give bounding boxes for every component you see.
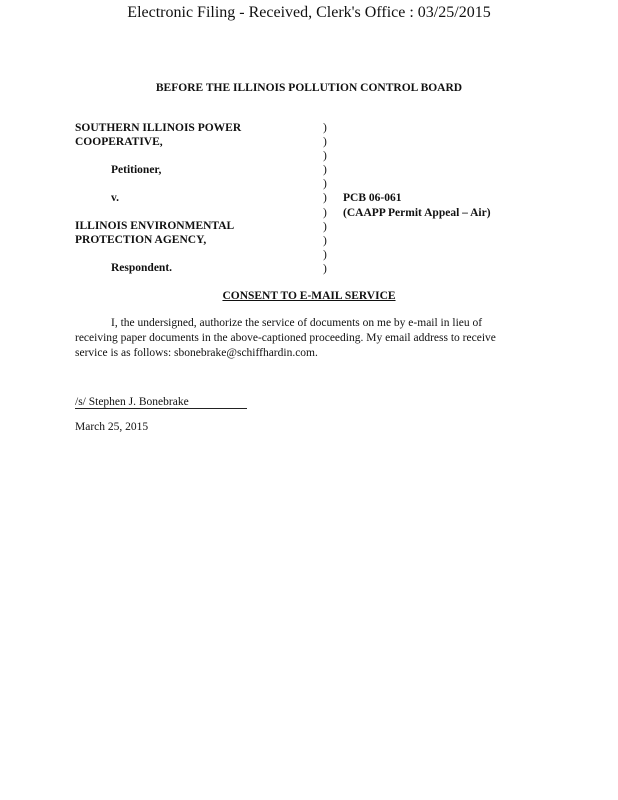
caption-paren: ) bbox=[323, 192, 327, 204]
petitioner-name-line1: SOUTHERN ILLINOIS POWER bbox=[75, 122, 242, 134]
filing-stamp: Electronic Filing - Received, Clerk's Office : 03/25/2015 bbox=[127, 4, 491, 21]
case-number: PCB 06-061 bbox=[343, 192, 402, 204]
caption-paren: ) bbox=[323, 221, 327, 233]
caption-paren: ) bbox=[323, 235, 327, 247]
caption-paren: ) bbox=[323, 164, 327, 176]
consent-title: CONSENT TO E-MAIL SERVICE bbox=[222, 290, 396, 302]
petitioner-label: Petitioner, bbox=[111, 164, 162, 176]
respondent-name-line1: ILLINOIS ENVIRONMENTAL bbox=[75, 220, 235, 232]
respondent-name-line2: PROTECTION AGENCY, bbox=[75, 234, 207, 246]
board-heading: BEFORE THE ILLINOIS POLLUTION CONTROL BOARD bbox=[155, 82, 463, 94]
caption-paren: ) bbox=[323, 122, 327, 134]
signature-date: March 25, 2015 bbox=[75, 421, 149, 433]
caption-paren: ) bbox=[323, 249, 327, 261]
versus-label: v. bbox=[111, 192, 119, 204]
case-caption bbox=[75, 122, 595, 278]
consent-body: I, the undersigned, authorize the service of documents on me by e-mail in lieu of receiving paper documents in the above-captioned proceeding. My email address to receive service is as follows: sbonebrake@schiffhardin.com. bbox=[75, 317, 496, 359]
respondent-label: Respondent. bbox=[111, 262, 173, 274]
caption-paren: ) bbox=[323, 207, 327, 219]
signature-block bbox=[75, 396, 247, 409]
caption-paren: ) bbox=[323, 178, 327, 190]
caption-paren: ) bbox=[323, 263, 327, 275]
caption-paren: ) bbox=[323, 136, 327, 148]
case-type: (CAAPP Permit Appeal – Air) bbox=[343, 207, 491, 219]
petitioner-name-line2: COOPERATIVE, bbox=[75, 136, 163, 148]
caption-paren: ) bbox=[323, 150, 327, 162]
signature: /s/ Stephen J. Bonebrake bbox=[75, 396, 247, 409]
